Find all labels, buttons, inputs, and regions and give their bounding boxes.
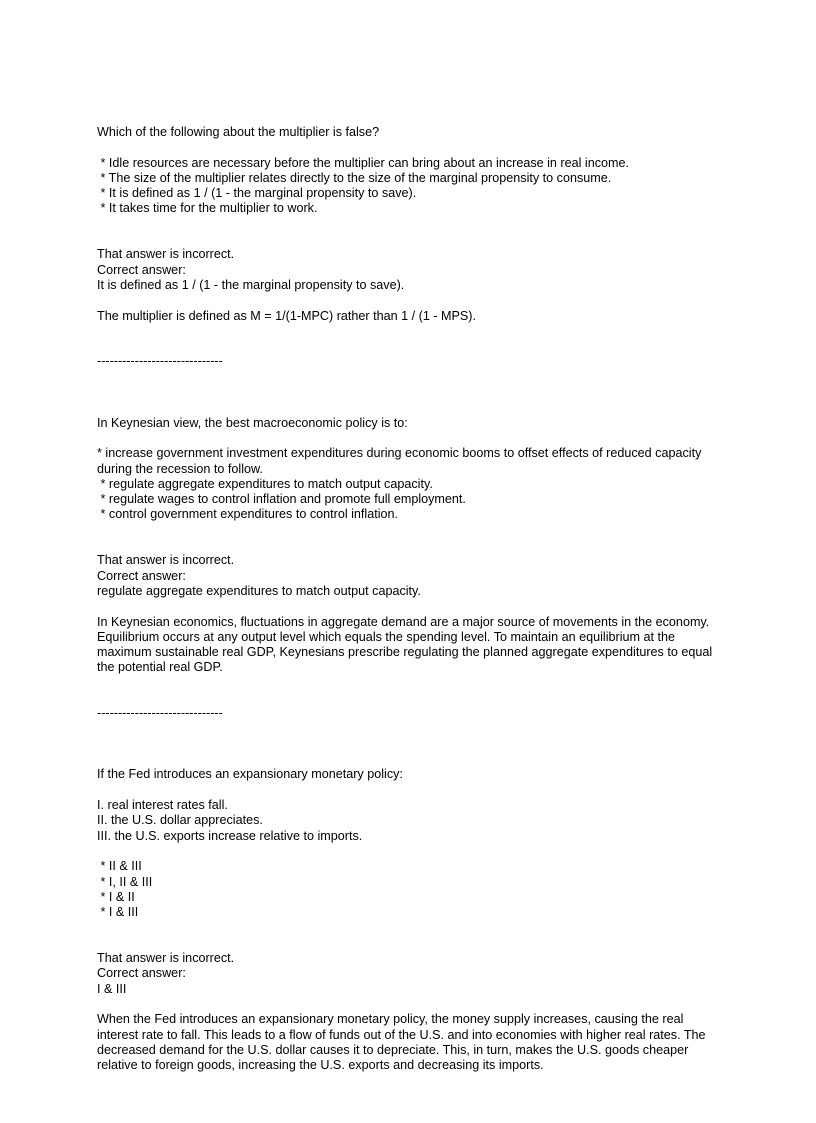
explanation-text: The multiplier is defined as M = 1/(1-MPC) rather than 1 / (1 - MPS). [97,308,476,323]
option-item: * I & II [97,889,135,904]
options-list [97,859,717,920]
correct-answer-label: Correct answer: [97,262,186,277]
question-block-1 [97,125,717,324]
document-page [97,125,717,1073]
question-text: Which of the following about the multiplier is false? [97,125,380,139]
option-item: * regulate wages to control inflation and promote full employment. [97,492,466,507]
option-item: * I, II & III [97,874,153,889]
option-item: * II & III [97,859,142,874]
separator: ------------------------------ [97,706,223,721]
option-item: * The size of the multiplier relates directly to the size of the marginal propensity to consume. [97,170,612,185]
result-text: That answer is incorrect. [97,247,235,262]
option-item: * control government expenditures to control inflation. [97,507,399,522]
question-block-3 [97,767,717,1073]
statements-list [97,798,717,844]
option-item: * It is defined as 1 / (1 - the marginal propensity to save). [97,186,417,201]
result-text: That answer is incorrect. [97,553,235,568]
question-text: If the Fed introduces an expansionary monetary policy: [97,767,403,782]
option-item: * regulate aggregate expenditures to match output capacity. [97,476,433,491]
options-list [97,156,717,217]
option-item: * I & III [97,905,139,920]
options-list [97,446,717,522]
statement-item: II. the U.S. dollar appreciates. [97,813,263,828]
separator: ------------------------------ [97,354,223,369]
correct-answer: It is defined as 1 / (1 - the marginal propensity to save). [97,277,405,292]
option-item: * Idle resources are necessary before the multiplier can bring about an increase in real income. [97,155,630,170]
correct-answer-label: Correct answer: [97,568,186,583]
result-text: That answer is incorrect. [97,951,235,966]
explanation-text: In Keynesian economics, fluctuations in aggregate demand are a major source of movements in the economy. Equilibrium occurs at any output level which equals the spending level. To maintain an equilibrium at the maximum sustainable real GDP, Keynesians prescribe regulating the planned aggregate expenditures to equal the potential real GDP. [97,614,713,675]
option-item: * It takes time for the multiplier to work. [97,201,318,216]
question-block-2 [97,416,717,676]
explanation-text: When the Fed introduces an expansionary monetary policy, the money supply increases, causing the real interest rate to fall. This leads to a flow of funds out of the U.S. and into economies with higher real rates. The decreased demand for the U.S. dollar causes it to depreciate. This, in turn, makes the U.S. goods cheaper relative to foreign goods, increasing the U.S. exports and decreasing its imports. [97,1012,706,1073]
correct-answer: regulate aggregate expenditures to match output capacity. [97,583,421,598]
statement-item: III. the U.S. exports increase relative to imports. [97,828,363,843]
option-item: * increase government investment expenditures during economic booms to offset effects of reduced capacity during the recession to follow. [97,446,702,476]
question-text: In Keynesian view, the best macroeconomic policy is to: [97,415,408,430]
statement-item: I. real interest rates fall. [97,798,228,813]
correct-answer: I & III [97,981,127,996]
correct-answer-label: Correct answer: [97,966,186,981]
